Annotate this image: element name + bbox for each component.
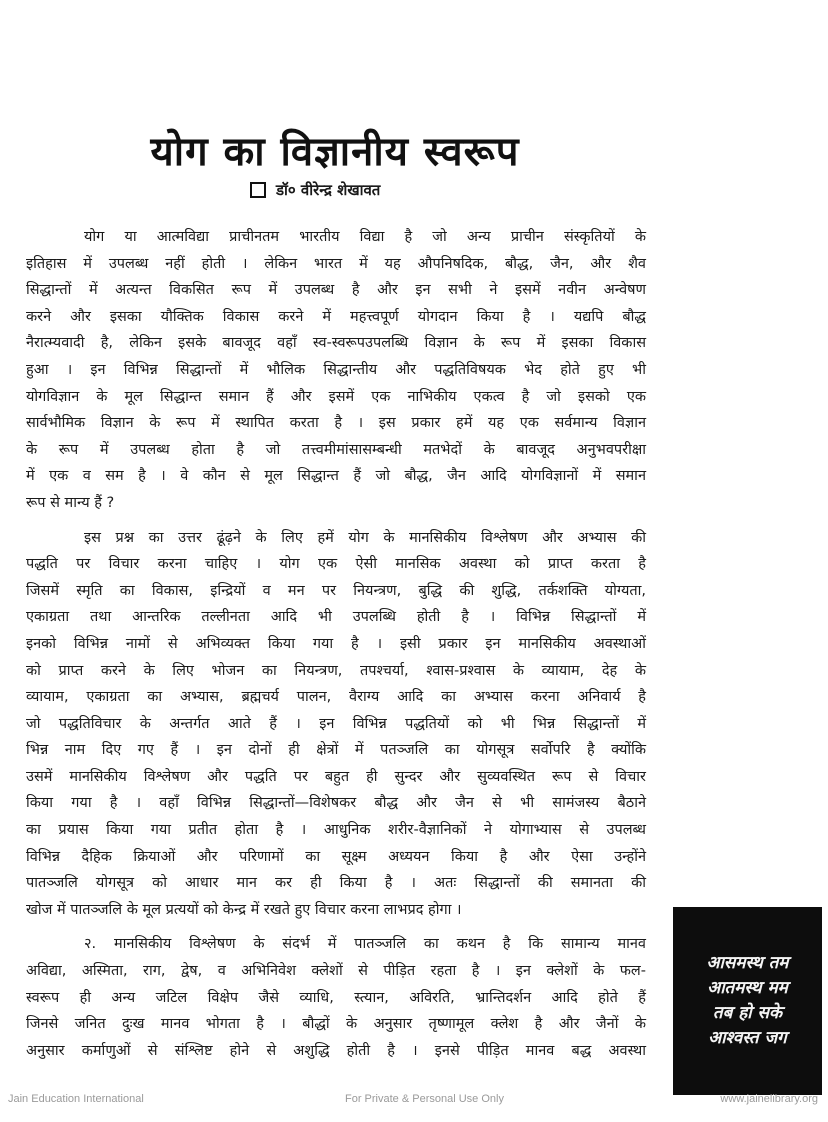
text-line: एकाग्रता तथा आन्तरिक तल्लीनता आदि भी उपलब्धि होती है । विभिन्न सिद्धान्तों में (26, 609, 646, 626)
text-line: पद्धति पर विचार करना चाहिए । योग एक ऐसी मानसिक अवस्था को प्राप्त करता है (26, 556, 646, 573)
checkbox-square-icon (250, 182, 266, 198)
text-line: नैरात्म्यवादी है, लेकिन इसके बावजूद वहाँ स्व-स्वरूपउपलब्धि विज्ञान के रूप में इसका विकास (26, 335, 646, 352)
text-line: योग या आत्मविद्या प्राचीनतम भारतीय विद्या है जो अन्य प्राचीन संस्कृतियों के (84, 229, 646, 245)
text-line: को प्राप्त करने के लिए भोजन का नियन्त्रण, तपश्चर्या, श्वास-प्रश्वास के व्यायाम, देह के (26, 662, 646, 679)
paragraph-3 (26, 931, 646, 1064)
author-name: डॉ० वीरेन्द्र शेखावत (276, 181, 381, 199)
pullquote-line: आतमस्थ मम (707, 978, 788, 998)
text-line: किया गया है । वहाँ विभिन्न सिद्धान्तों—विशेषकर बौद्ध और जैन से भी सामंजस्य बैठाने (26, 795, 646, 812)
text-line: का प्रयास किया गया प्रतीत होता है । आधुनिक शरीर-वैज्ञानिकों ने योगाभ्यास से उपलब्ध (26, 822, 646, 839)
text-line: २. मानसिकीय विश्लेषण के संदर्भ में पातञ्जलि का कथन है कि सामान्य मानव (84, 936, 646, 953)
article-title: योग का विज्ञानीय स्वरूप (150, 129, 520, 175)
text-line: व्यायाम, एकाग्रता का अभ्यास, ब्रह्मचर्य पालन, वैराग्य आदि का अभ्यास करना अनिवार्य है (26, 689, 646, 706)
text-line: करने और इसका यौक्तिक विकास करने में महत्त्वपूर्ण योगदान किया है । यद्यपि बौद्ध (26, 308, 646, 325)
text-line: पातञ्जलि योगसूत्र को आधार मान कर ही किया है । अतः सिद्धान्तों की समानता की (26, 875, 646, 892)
text-line: अनुसार कर्माणुओं से संश्लिष्ट होने से अशुद्धि होती है । इनसे पीड़ित मानव बद्ध अवस्था (26, 1042, 646, 1059)
paragraph-1 (26, 224, 646, 517)
footer-website-link[interactable]: www.jainelibrary.org (720, 1093, 818, 1105)
text-line: भिन्न नाम दिए गए हैं । इन दोनों ही क्षेत्रों में पतञ्जलि का योगसूत्र सर्वोपरि है क्योंकि (26, 742, 646, 759)
text-line: के रूप में उपलब्ध होता है जो तत्त्वमीमांसासम्बन्धी मतभेदों के बावजूद अनुभवपरीक्षा (26, 441, 646, 458)
paragraph-2 (26, 525, 646, 924)
text-line: में एक व सम है । वे कौन से मूल सिद्धान्त हैं जो बौद्ध, जैन आदि योगविज्ञानों में समान (26, 468, 646, 485)
text-line: स्वरूप ही अन्य जटिल विक्षेप जैसे व्याधि, स्त्यान, अविरति, भ्रान्तिदर्शन आदि होते हैं (26, 989, 646, 1006)
text-line: खोज में पातञ्जलि के मूल प्रत्ययों को केन्द्र में रखते हुए विचार करना लाभप्रद होगा । (26, 901, 462, 918)
text-line: अविद्या, अस्मिता, राग, द्वेष, व अभिनिवेश क्लेशों से पीड़ित रहता है । इन क्लेशों के फल- (26, 963, 646, 980)
footer-usage-note: For Private & Personal Use Only (345, 1093, 504, 1105)
pullquote-line: तब हो सके (712, 1003, 783, 1023)
text-line: जिनसे जनित दुःख मानव भोगता है । बौद्धों के अनुसार तृष्णामूल क्लेश है और जैनों के (26, 1016, 646, 1033)
pullquote-line: आश्वस्त जग (708, 1028, 787, 1048)
pullquote-box (673, 907, 822, 1095)
pullquote-line: आसमस्थ तम (706, 953, 789, 973)
article-body (26, 224, 646, 1072)
text-line: उसमें मानसिकीय विश्लेषण और पद्धति पर बहुत ही सुन्दर और सुव्यवस्थित रूप से विचार (26, 768, 646, 785)
text-line: रूप से मान्य हैं ? (26, 494, 115, 511)
text-line: इतिहास में उपलब्ध नहीं होती । लेकिन भारत में यह औपनिषदिक, बौद्ध, जैन, और शैव (26, 255, 646, 272)
text-line: सार्वभौमिक विज्ञान के रूप में स्थापित करता है । इस प्रकार हमें यह एक सर्वमान्य विज्ञान (26, 415, 646, 432)
author-byline (250, 180, 510, 200)
text-line: जो पद्धतिविचार के अन्तर्गत आते हैं । इन विभिन्न पद्धतियों को भी भिन्न सिद्धान्तों में (26, 715, 646, 732)
footer-publisher: Jain Education International (8, 1093, 144, 1105)
page-footer (0, 1093, 828, 1113)
text-line: इनको विभिन्न नामों से अभिव्यक्त किया गया है । इसी प्रकार इन मानसिकीय अवस्थाओं (26, 635, 646, 652)
text-line: विभिन्न दैहिक क्रियाओं और परिणामों का सूक्ष्म अध्ययन किया है और ऐसा उन्होंने (26, 848, 646, 865)
text-line: हुआ । इन विभिन्न सिद्धान्तों में भौलिक सिद्धान्तीय और पद्धतिविषयक भेद होते हुए भी (26, 361, 646, 378)
text-line: इस प्रश्न का उत्तर ढूंढ़ने के लिए हमें योग के मानसिकीय विश्लेषण और अभ्यास की (84, 529, 646, 546)
text-line: योगविज्ञान के मूल सिद्धान्त समान हैं और इसमें एक नाभिकीय एकत्व है जो इसको एक (26, 388, 646, 405)
text-line: जिसमें स्मृति का विकास, इन्द्रियों व मन पर नियन्त्रण, बुद्धि की शुद्धि, तर्कशक्ति योग्यता, (26, 582, 646, 599)
text-line: सिद्धान्तों में अत्यन्त विकसित रूप में उपलब्ध है और इन सभी ने इसमें नवीन अन्वेषण (26, 282, 646, 299)
